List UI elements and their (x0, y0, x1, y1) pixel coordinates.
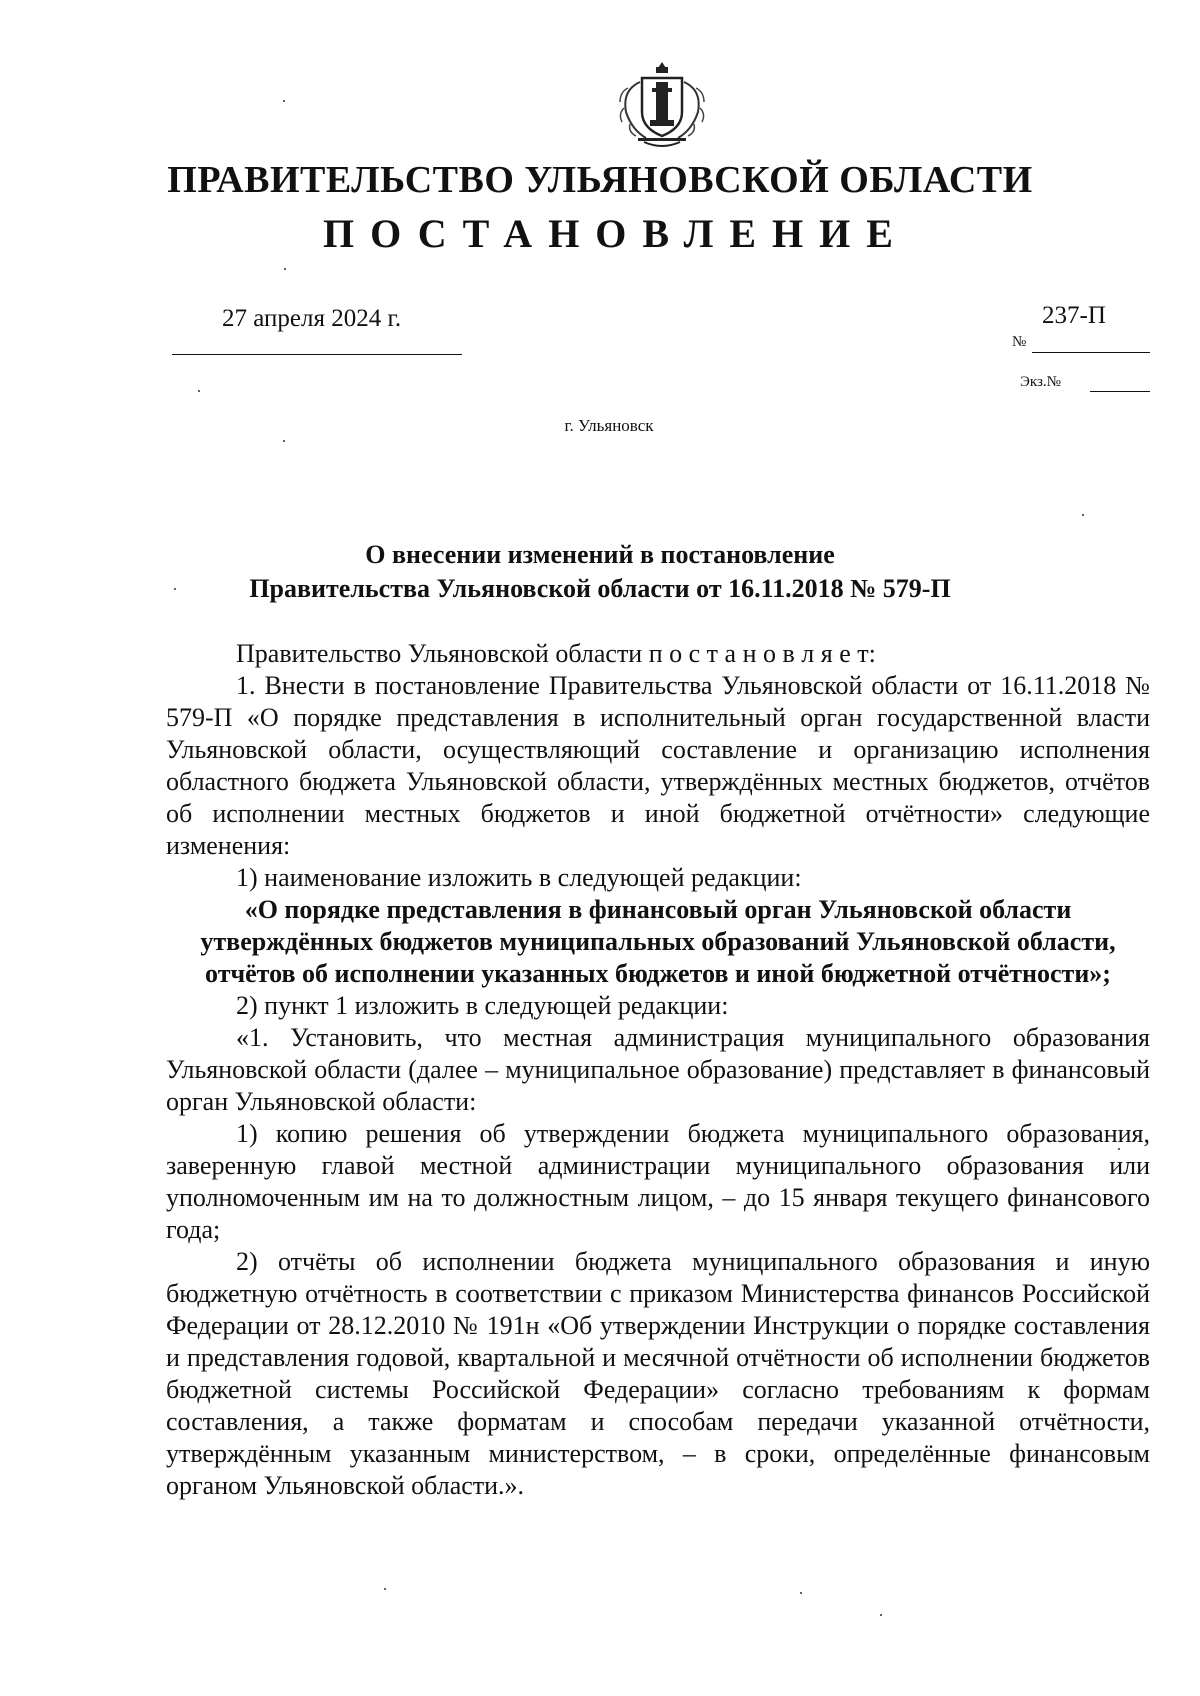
paragraph-3: 2) пункт 1 изложить в следующей редакции: (236, 991, 729, 1020)
organization-title: ПРАВИТЕЛЬСТВО УЛЬЯНОВСКОЙ ОБЛАСТИ (167, 159, 1033, 201)
city: г. Ульяновск (564, 416, 654, 435)
scan-speck (1118, 1148, 1120, 1150)
scan-speck (1082, 514, 1084, 516)
document-heading (0, 538, 1200, 606)
scan-speck (384, 1588, 386, 1590)
heading-line-1: О внесении изменений в постановление (365, 540, 835, 569)
scan-speck (283, 100, 285, 102)
document-number: 237-П (1042, 302, 1106, 329)
paragraph-5: 1) копию решения об утверждении бюджета муниципального образования, заверенную главой местной администрации муниципального образования или уполномоченным им на то должностным лицом, – до 15 января текущего финансового года; (166, 1119, 1150, 1244)
scan-speck (880, 1614, 882, 1616)
paragraph-new-title: «О порядке представления в финансовый орган Ульяновской области утверждённых бюджетов муниципальных образований Ульяновской области, отчётов об исполнении указанных бюджетов и иной бюджетной отчётности»; (200, 895, 1116, 988)
paragraph-2: 1) наименование изложить в следующей редакции: (236, 863, 802, 892)
paragraph-4: «1. Установить, что местная администрация муниципального образования Ульяновской области (далее – муниципальное образование) представляет в финансовый орган Ульяновской области: (166, 1023, 1150, 1116)
paragraph-intro: Правительство Ульяновской области п о с т а н о в л я е т: (236, 639, 876, 668)
heading-line-2: Правительства Ульяновской области от 16.11.2018 № 579-П (249, 574, 951, 603)
copy-number-label: Экз.№ (1020, 374, 1061, 390)
scan-speck (284, 268, 286, 270)
scan-speck (198, 390, 200, 392)
paragraph-1: 1. Внести в постановление Правительства Ульяновской области от 16.11.2018 № 579-П «О порядке представления в исполнительный орган государственной власти Ульяновской области, осуществляющий составление и организацию исполнения областного бюджета Ульяновской области, утверждённых местных бюджетов, отчётов об исполнении местных бюджетов и иной бюджетной отчётности» следующие изменения: (166, 671, 1150, 860)
number-underline (1032, 352, 1150, 353)
copy-number-underline (1090, 391, 1150, 392)
document-type: ПОСТАНОВЛЕНИЕ (323, 211, 909, 256)
document-date: 27 апреля 2024 г. (222, 305, 402, 332)
scan-speck (283, 440, 285, 442)
document-body (166, 638, 1150, 1502)
scan-speck (800, 1592, 802, 1594)
date-underline (172, 354, 462, 355)
coat-of-arms-icon (612, 58, 712, 150)
number-label: № (1012, 334, 1027, 350)
scan-speck (174, 588, 176, 590)
paragraph-6: 2) отчёты об исполнении бюджета муниципального образования и иную бюджетную отчётность в соответствии с приказом Министерства финансов Российской Федерации от 28.12.2010 № 191н «Об утверждении Инструкции о порядке составления и представления годовой, квартальной и месячной отчётности об исполнении бюджетов бюджетной системы Российской Федерации» согласно требованиям к формам составления, а также форматам и способам передачи указанной отчётности, утверждённым указанным министерством, – в сроки, определённые финансовым органом Ульяновской области.». (166, 1247, 1150, 1500)
